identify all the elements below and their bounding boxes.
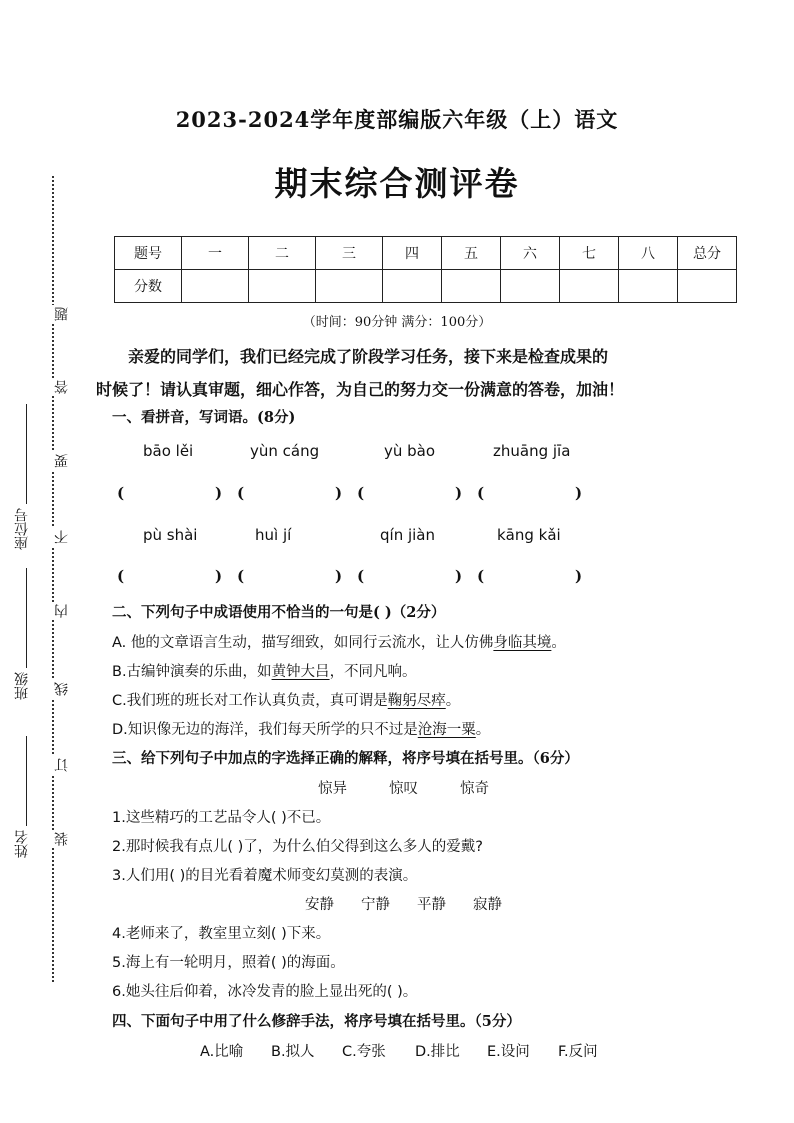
- answer-paren-open: (: [477, 484, 485, 502]
- seat-number-blank[interactable]: [26, 404, 27, 504]
- score-cell[interactable]: [442, 270, 501, 303]
- fill-sentence: 6.她头往后仰着，冰冷发青的脸上显出死的( )。: [112, 984, 418, 1000]
- option-text: 。: [551, 635, 566, 651]
- intro-line: 亲爱的同学们，我们已经完成了阶段学习任务，接下来是检查成果的: [128, 347, 609, 366]
- table-col: 四: [383, 237, 442, 270]
- seal-char: 答: [54, 380, 70, 394]
- rhetoric-option: F.反问: [558, 1044, 598, 1060]
- word-choice: 安静: [305, 897, 334, 913]
- score-cell[interactable]: [249, 270, 316, 303]
- word-choice: 惊奇: [460, 781, 489, 797]
- exam-subtitle: 2023-2024学年度部编版六年级（上）语文: [175, 107, 619, 132]
- answer-paren-close: ): [335, 567, 343, 585]
- section2-heading: 二、下列句子中成语使用不恰当的一句是( )（2分）: [112, 604, 446, 621]
- seal-char: 不: [54, 530, 70, 544]
- time-info: （时间：90分钟 满分：100分）: [302, 315, 492, 330]
- answer-paren-open: (: [117, 484, 125, 502]
- pinyin: yùn cáng: [250, 442, 320, 460]
- answer-paren-open: (: [357, 567, 365, 585]
- underlined-idiom: 黄钟大吕: [271, 664, 330, 680]
- seat-number-label: 座位号: [14, 508, 30, 550]
- rhetoric-option: A.比喻: [200, 1044, 244, 1060]
- answer-paren-open: (: [477, 567, 485, 585]
- pinyin: qín jiàn: [380, 526, 435, 544]
- underlined-idiom: 沧海一粟: [417, 722, 476, 738]
- option-text: 。: [475, 722, 491, 738]
- table-head-label: 题号: [115, 237, 182, 270]
- fill-sentence: 5.海上有一轮明月，照着( )的海面。: [112, 955, 345, 971]
- class-blank[interactable]: [26, 568, 27, 668]
- answer-paren-close: ): [215, 567, 223, 585]
- option-text: 。: [445, 693, 461, 709]
- seal-char: 线: [54, 682, 70, 696]
- rhetoric-option: E.设问: [487, 1044, 530, 1060]
- option-text: D.知识像无边的海洋，我们每天所学的只不过是: [112, 722, 418, 738]
- table-col: 六: [501, 237, 560, 270]
- fill-sentence: 2.那时候我有点儿( )了，为什么伯父得到这么多人的爱戴?: [112, 839, 483, 855]
- seal-char: 订: [54, 758, 70, 772]
- option-text: C.我们班的班长对工作认真负责，真可谓是: [112, 693, 388, 709]
- score-cell[interactable]: [560, 270, 619, 303]
- intro-line: 时候了！请认真审题，细心作答，为自己的努力交一份满意的答卷，加油！: [96, 380, 625, 399]
- answer-paren-close: ): [455, 484, 463, 502]
- intro-paragraph: [96, 340, 706, 406]
- rhetoric-option: D.排比: [415, 1044, 460, 1060]
- option-text: ，不同凡响。: [329, 664, 417, 680]
- answer-paren-open: (: [117, 567, 125, 585]
- rhetoric-option: C.夸张: [342, 1044, 386, 1060]
- score-cell[interactable]: [316, 270, 383, 303]
- answer-paren-close: ): [575, 484, 583, 502]
- score-table-header-row: [115, 237, 737, 270]
- word-choice: 惊叹: [389, 781, 418, 797]
- underlined-idiom: 鞠躬尽瘁: [387, 693, 446, 709]
- fill-sentence: 3.人们用( )的目光看着魔术师变幻莫测的表演。: [112, 868, 418, 884]
- table-row-label: 分数: [115, 270, 182, 303]
- score-cell[interactable]: [182, 270, 249, 303]
- word-answer-box[interactable]: [372, 567, 454, 587]
- table-col: 二: [249, 237, 316, 270]
- word-answer-box[interactable]: [132, 567, 214, 587]
- name-label: 姓名: [14, 830, 30, 858]
- seal-char: 题: [54, 307, 70, 321]
- word-answer-box[interactable]: [252, 484, 334, 504]
- answer-paren-close: ): [215, 484, 223, 502]
- word-answer-box[interactable]: [492, 567, 574, 587]
- seal-char: 装: [54, 832, 70, 846]
- word-answer-box[interactable]: [252, 567, 334, 587]
- score-cell[interactable]: [678, 270, 737, 303]
- score-cell[interactable]: [501, 270, 560, 303]
- exam-title: 期末综合测评卷: [274, 164, 520, 203]
- table-col: 七: [560, 237, 619, 270]
- choice-option: [112, 718, 490, 739]
- table-col: 八: [619, 237, 678, 270]
- pinyin: bāo lěi: [143, 442, 194, 460]
- section1-heading: 一、看拼音，写词语。(8分): [112, 409, 296, 426]
- word-choice: 惊异: [318, 781, 347, 797]
- score-cell[interactable]: [383, 270, 442, 303]
- choice-option: [112, 631, 566, 652]
- answer-paren-open: (: [237, 484, 245, 502]
- word-answer-box[interactable]: [132, 484, 214, 504]
- pinyin: kāng kǎi: [497, 526, 561, 544]
- pinyin: zhuāng jīa: [493, 442, 571, 460]
- choice-option: [112, 689, 460, 710]
- pinyin: huì jí: [255, 526, 292, 544]
- table-col: 总分: [678, 237, 737, 270]
- table-col: 五: [442, 237, 501, 270]
- word-choice: 寂静: [473, 897, 502, 913]
- answer-paren-open: (: [237, 567, 245, 585]
- option-text: B.古编钟演奏的乐曲，如: [112, 664, 272, 680]
- pinyin: pù shài: [143, 526, 198, 544]
- word-choice: 宁静: [361, 897, 390, 913]
- word-answer-box[interactable]: [372, 484, 454, 504]
- score-table: [114, 236, 737, 303]
- choice-option: [112, 660, 417, 681]
- section3-heading: 三、给下列句子中加点的字选择正确的解释，将序号填在括号里。（6分）: [112, 750, 579, 767]
- name-blank[interactable]: [26, 736, 27, 826]
- underlined-idiom: 身临其境: [493, 635, 552, 651]
- answer-paren-open: (: [357, 484, 365, 502]
- binding-dotted-line: [52, 176, 54, 982]
- fill-sentence: 1.这些精巧的工艺品令人( )不已。: [112, 810, 331, 826]
- seal-char: 要: [54, 454, 70, 468]
- table-col: 一: [182, 237, 249, 270]
- answer-paren-close: ): [575, 567, 583, 585]
- answer-paren-close: ): [455, 567, 463, 585]
- section4-heading: 四、下面句子中用了什么修辞手法，将序号填在括号里。（5分）: [112, 1013, 521, 1030]
- rhetoric-option: B.拟人: [271, 1044, 315, 1060]
- score-cell[interactable]: [619, 270, 678, 303]
- fill-sentence: 4.老师来了，教室里立刻( )下来。: [112, 926, 331, 942]
- class-label: 班级: [14, 672, 30, 700]
- option-text: A. 他的文章语言生动，描写细致，如同行云流水，让人仿佛: [112, 635, 494, 651]
- table-col: 三: [316, 237, 383, 270]
- seal-char: 内: [54, 604, 70, 618]
- score-table-score-row: [115, 270, 737, 303]
- word-choice: 平静: [417, 897, 446, 913]
- pinyin: yù bào: [384, 442, 436, 460]
- answer-paren-close: ): [335, 484, 343, 502]
- word-answer-box[interactable]: [492, 484, 574, 504]
